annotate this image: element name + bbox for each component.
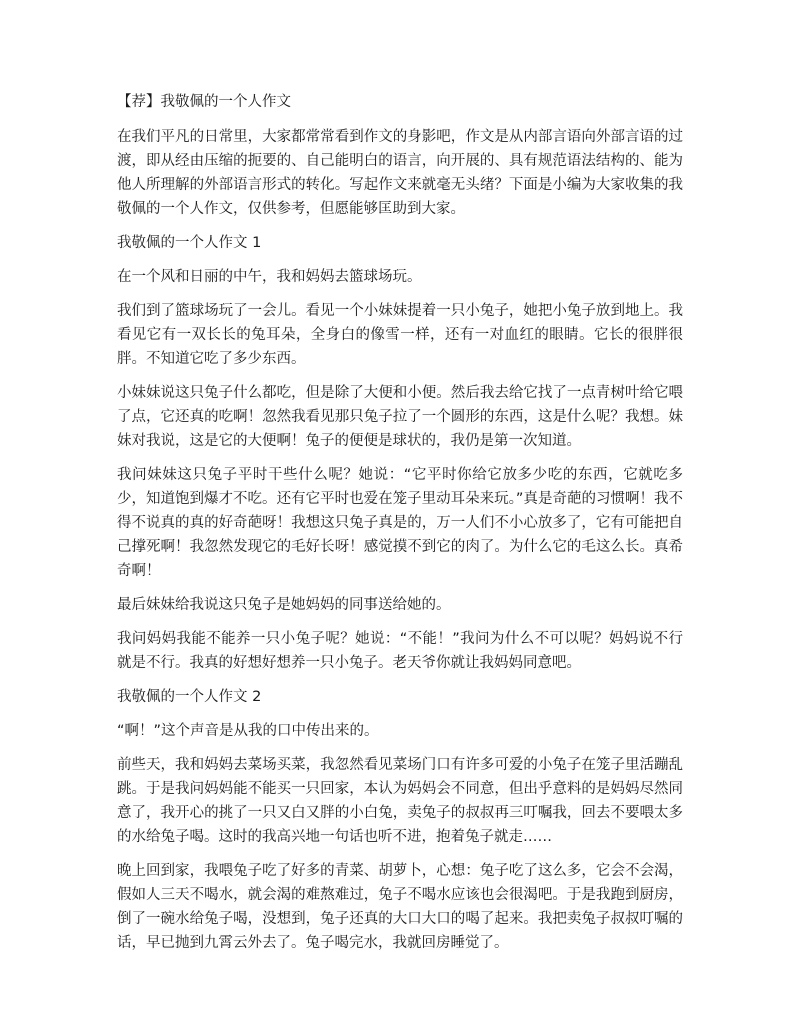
essay-1-paragraph: 最后妹妹给我说这只兔子是她妈妈的同事送给她的。 (117, 597, 451, 613)
essay-1-heading: 我敬佩的一个人作文 1 (117, 235, 262, 251)
essay-1-paragraph: 小妹妹说这只兔子什么都吃，但是除了大便和小便。然后我去给它找了一点青树叶给它喂了点，它还真的吃啊！忽然我看见那只兔子拉了一个圆形的东西，这是什么呢？我想。妹妹对我说，这是它的大便啊！兔子的便便是球状的，我仍是第一次知道。 (117, 385, 683, 449)
essay-1-paragraph: 我问妹妹这只兔子平时干些什么呢？她说：“它平时你给它放多少吃的东西，它就吃多少，知道饱到爆才不吃。还有它平时也爱在笼子里动耳朵来玩。”真是奇葩的习惯啊！我不得不说真的真的好奇葩呀！我想这只兔子真是的，万一人们不小心放多了，它有可能把自己撑死啊！我忽然发现它的毛好长呀！感觉摸不到它的肉了。为什么它的毛这么长。真希奇啊！ (117, 467, 683, 579)
essay-1-paragraph: 我问妈妈我能不能养一只小兔子呢？她说：“不能！”我问为什么不可以呢？妈妈说不行就是不行。我真的好想好想养一只小兔子。老天爷你就让我妈妈同意吧。 (117, 631, 683, 671)
intro-paragraph: 在我们平凡的日常里，大家都常常看到作文的身影吧，作文是从内部言语向外部言语的过渡，即从经由压缩的扼要的、自己能明白的语言，向开展的、具有规范语法结构的、能为他人所理解的外部语言形式的转化。写起作文来就毫无头绪？下面是小编为大家收集的我敬佩的一个人作文，仅供参考，但愿能够匡助到大家。 (117, 129, 683, 217)
document-title: 【荐】我敬佩的一个人作文 (117, 94, 291, 110)
essay-1-paragraph: 我们到了篮球场玩了一会儿。看见一个小妹妹提着一只小兔子，她把小兔子放到地上。我看见它有一双长长的兔耳朵，全身白的像雪一样，还有一对血红的眼睛。它长的很胖很胖。不知道它吃了多少东西。 (117, 303, 683, 367)
essay-2-heading: 我敬佩的一个人作文 2 (117, 689, 262, 705)
essay-1-paragraph: 在一个风和日丽的中午，我和妈妈去篮球场玩。 (117, 269, 422, 285)
document-page (117, 92, 683, 965)
essay-2-paragraph: 前些天，我和妈妈去菜场买菜，我忽然看见菜场门口有许多可爱的小兔子在笼子里活蹦乱跳。于是我问妈妈能不能买一只回家，本认为妈妈会不同意，但出乎意料的是妈妈尽然同意了，我开心的挑了一只又白又胖的小白兔，卖兔子的叔叔再三叮嘱我，回去不要喂太多的水给兔子喝。这时的我高兴地一句话也听不进，抱着兔子就走…… (117, 757, 683, 845)
essay-2-paragraph: “啊！”这个声音是从我的口中传出来的。 (117, 723, 379, 739)
essay-2-paragraph: 晚上回到家，我喂兔子吃了好多的青菜、胡萝卜，心想：兔子吃了这么多，它会不会渴，假如人三天不喝水，就会渴的难熬难过，兔子不喝水应该也会很渴吧。于是我跑到厨房，倒了一碗水给兔子喝，没想到，兔子还真的大口大口的喝了起来。我把卖兔子叔叔叮嘱的话，早已抛到九霄云外去了。兔子喝完水，我就回房睡觉了。 (117, 863, 683, 951)
